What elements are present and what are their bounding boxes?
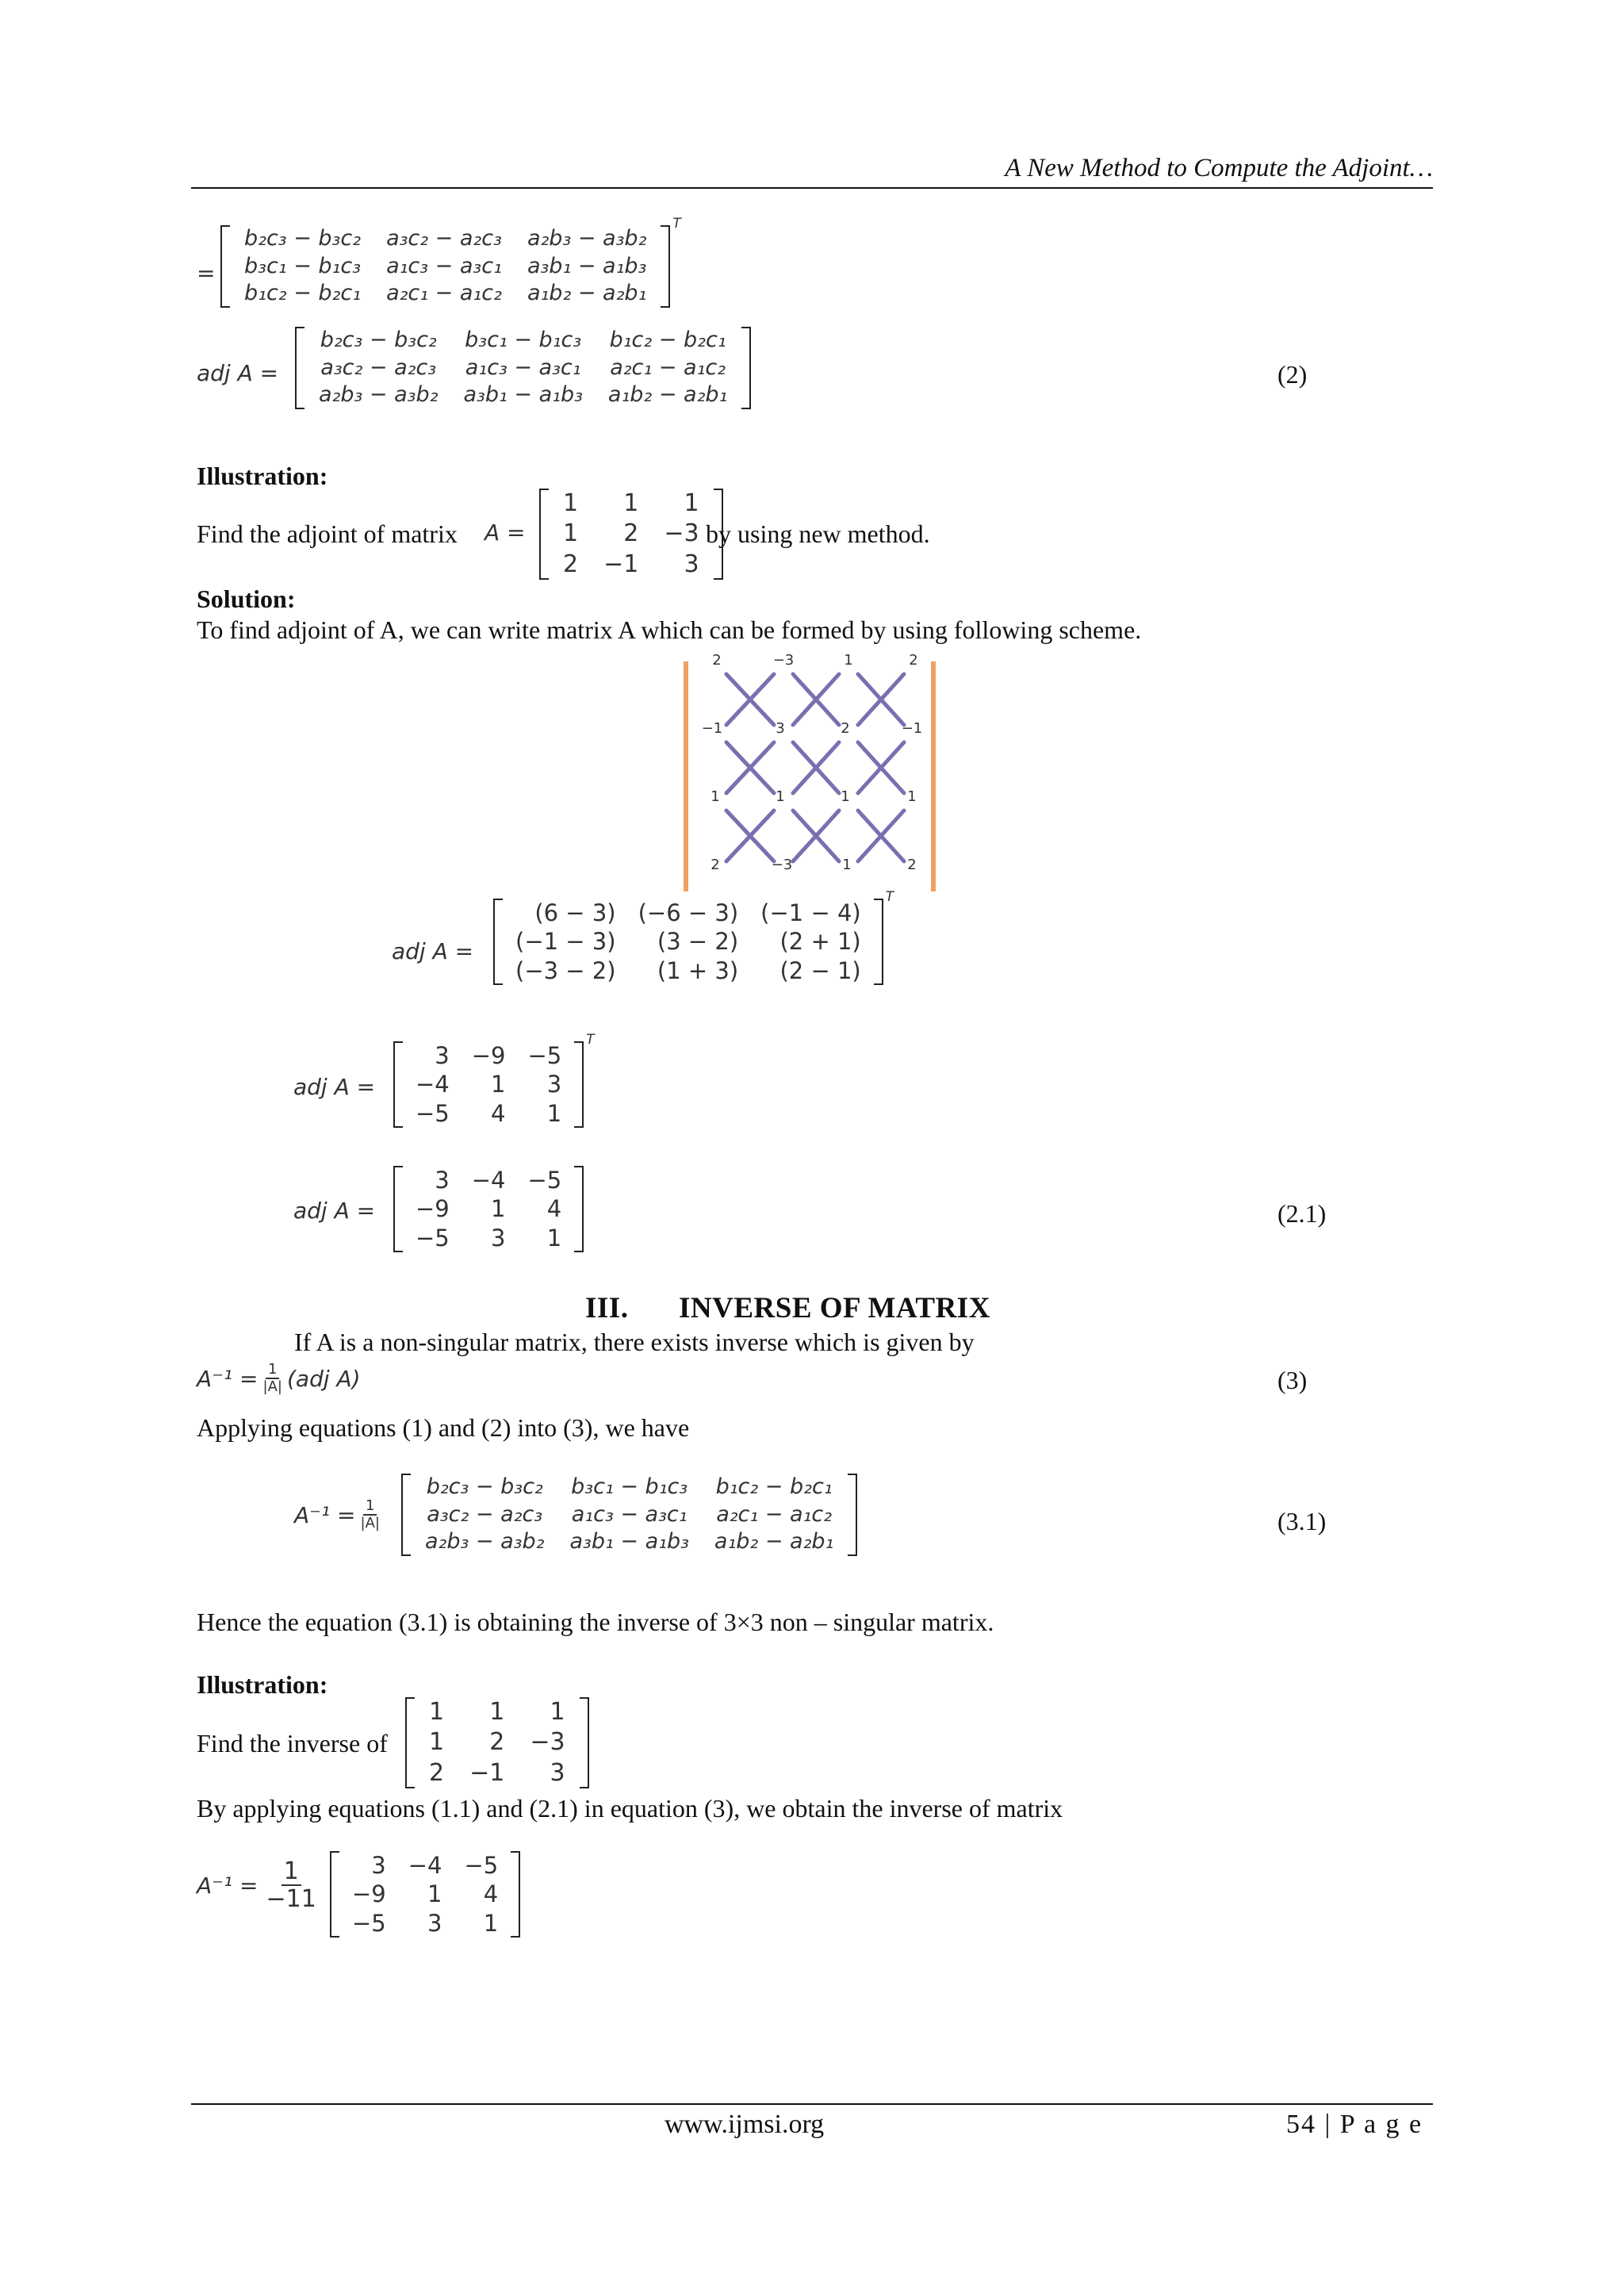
matrix-row	[412, 1501, 846, 1529]
matrix-row	[404, 1099, 573, 1128]
matrix-cell: −5	[527, 1042, 562, 1069]
eq31-number: (3.1)	[1277, 1507, 1327, 1535]
matrix-cell: (2 − 1)	[779, 956, 861, 984]
matrix-cell: 1	[550, 1698, 565, 1726]
matrix-cell: 4	[546, 1195, 562, 1223]
matrix-cell: −9	[471, 1042, 506, 1069]
eq3	[197, 1363, 361, 1395]
matrix-cell: 1	[429, 1698, 445, 1726]
matrix-cell: a₂c₁ − a₁c₂	[716, 1501, 833, 1527]
matrix-row	[404, 1041, 573, 1070]
matrix-cell: b₂c₃ − b₃c₂	[426, 1474, 543, 1499]
scheme-number: 2	[710, 857, 720, 873]
matrix-cell: a₃c₂ − a₂c₃	[320, 355, 437, 380]
matrix-cell: −1	[603, 550, 639, 578]
matrix-cell: 3	[684, 550, 699, 578]
scheme-number: 2	[909, 652, 918, 669]
step1-label: adj A =	[392, 938, 474, 964]
matrix-cell: 3	[546, 1071, 562, 1098]
matrix-cell: (2 + 1)	[779, 928, 861, 956]
left-bracket	[493, 899, 503, 985]
step1-matrix	[493, 889, 894, 985]
scheme-number: 1	[842, 857, 852, 873]
eq-top-prefix: =	[197, 260, 216, 286]
matrix-cell: 2	[429, 1758, 445, 1787]
matrix-cell: a₂b₃ − a₃b₂	[319, 382, 439, 408]
matrix-cell: 3	[550, 1758, 565, 1787]
matrix-cell: a₁c₃ − a₃c₁	[571, 1501, 688, 1527]
matrix-cell: 2	[489, 1728, 505, 1757]
matrix-cell: −5	[416, 1224, 450, 1251]
eq31-matrix	[401, 1474, 857, 1556]
left-bracket	[405, 1697, 415, 1788]
matrix-row	[232, 280, 659, 308]
matrix-row	[504, 927, 872, 956]
left-bracket	[220, 225, 230, 308]
matrix-row	[341, 1851, 509, 1880]
matrix-cell: −9	[416, 1195, 450, 1223]
matrix-cell: a₁b₂ − a₂b₁	[527, 281, 647, 306]
matrix-cell: b₁c₂ − b₂c₁	[715, 1474, 833, 1499]
illustration-heading: Illustration:	[197, 462, 328, 490]
matrix-cell: a₂b₃ − a₃b₂	[425, 1529, 545, 1554]
result-lhs-group	[197, 1859, 316, 1912]
scheme-number: 1	[710, 788, 720, 805]
matrix-cell: 1	[427, 1880, 442, 1908]
step3-label: adj A =	[293, 1198, 376, 1224]
transpose-superscript: T	[586, 1032, 595, 1048]
step2-label: adj A =	[293, 1074, 376, 1100]
scheme-number: 2	[712, 652, 722, 669]
matrix-cell: b₂c₃ − b₃c₂	[320, 328, 437, 352]
matrix-cell: 2	[623, 519, 639, 548]
result-lhs: A⁻¹ =	[197, 1872, 259, 1899]
right-bracket	[574, 1166, 584, 1252]
scheme-number: 1	[907, 788, 917, 805]
eq21-number: (2.1)	[1277, 1199, 1327, 1228]
matrix-cell: a₃c₂ − a₂c₃	[427, 1501, 543, 1527]
scheme-number: 2	[907, 857, 917, 873]
scheme-number: 3	[776, 720, 785, 737]
matrix-cell: −4	[408, 1852, 442, 1879]
matrix-cell: a₂c₁ − a₁c₂	[386, 281, 502, 306]
right-bracket	[741, 327, 751, 409]
matrix-cell: 3	[435, 1167, 450, 1194]
matrix-cell: 1	[483, 1909, 499, 1937]
scheme-crosses	[680, 652, 934, 890]
eq2-label: adj A =	[197, 360, 279, 386]
section-title: INVERSE OF MATRIX	[679, 1292, 990, 1324]
transpose-superscript: T	[885, 889, 894, 905]
scheme-number: 1	[776, 788, 785, 805]
step2-matrix	[393, 1032, 595, 1128]
left-bracket	[393, 1166, 403, 1252]
eq2-number: (2)	[1277, 360, 1308, 389]
eq31-fraction	[361, 1499, 380, 1531]
illustration-text	[197, 519, 458, 549]
matrix-row	[306, 355, 740, 382]
solution-heading: Solution:	[197, 585, 296, 613]
matrix-cell: b₁c₂ − b₂c₁	[609, 328, 726, 352]
illustration-text-after: by using new method.	[706, 519, 930, 548]
matrix-row	[416, 1727, 578, 1757]
matrix-row	[504, 899, 872, 927]
matrix-cell: 1	[623, 489, 639, 517]
scheme-number: −3	[771, 857, 793, 873]
matrix-cell: a₁c₃ − a₃c₁	[465, 355, 581, 380]
right-bracket	[874, 899, 883, 985]
right-bracket	[511, 1851, 520, 1938]
illustration2-applying: By applying equations (1.1) and (2.1) in equation (3), we obtain the inverse of matrix	[197, 1794, 1063, 1823]
matrix-cell: 1	[489, 1698, 505, 1726]
step3-matrix	[393, 1166, 584, 1252]
matrix-cell: 1	[563, 489, 579, 517]
matrix-cell: 4	[491, 1099, 506, 1127]
footer-rule	[191, 2103, 1433, 2105]
matrix-row	[306, 381, 740, 409]
right-bracket	[848, 1474, 857, 1556]
right-bracket	[580, 1697, 589, 1788]
left-bracket	[539, 489, 549, 580]
transpose-superscript: T	[672, 216, 681, 232]
left-bracket	[393, 1041, 403, 1128]
matrix-cell: (−6 − 3)	[638, 899, 739, 926]
matrix-cell: a₃b₁ − a₁b₃	[569, 1529, 689, 1554]
eq31-lhs-group	[294, 1499, 380, 1531]
matrix-cell: 1	[546, 1224, 562, 1251]
cofactor-scheme	[680, 652, 934, 884]
matrix-cell: b₃c₁ − b₁c₃	[571, 1474, 688, 1499]
matrix-cell: a₂c₁ − a₁c₂	[610, 355, 726, 380]
matrix-row	[412, 1474, 846, 1501]
illustration-text-before: Find the adjoint of matrix	[197, 519, 458, 548]
matrix-cell: −5	[352, 1909, 386, 1937]
matrix-cell: b₂c₃ − b₃c₂	[244, 226, 362, 251]
matrix-cell: (−3 − 2)	[515, 956, 616, 984]
right-bracket	[574, 1041, 584, 1128]
eq3-lhs: A⁻¹ =	[197, 1365, 259, 1392]
matrix-row	[550, 550, 712, 580]
eq3-numerator: 1	[266, 1363, 279, 1379]
result-matrix	[330, 1851, 520, 1938]
matrix-cell: a₂b₃ − a₃b₂	[527, 226, 647, 251]
matrix-cell: 4	[483, 1880, 499, 1908]
matrix-row	[341, 1880, 509, 1908]
matrix-cell: 1	[684, 489, 699, 517]
footer-page-number: 54 | P a g e	[1286, 2110, 1423, 2139]
matrix-cell: b₁c₂ − b₂c₁	[244, 281, 362, 306]
matrix-cell: −3	[530, 1728, 565, 1757]
matrix-cell: 1	[491, 1195, 506, 1223]
matrix-cell: a₁b₂ − a₂b₁	[607, 382, 728, 408]
matrix-a-label: A =	[485, 519, 526, 546]
left-bracket	[295, 327, 304, 409]
result-denominator: −11	[266, 1884, 316, 1913]
matrix-cell: −9	[352, 1880, 386, 1908]
matrix-cell: 1	[546, 1099, 562, 1127]
matrix-row	[232, 253, 659, 281]
eq-top-matrix	[220, 216, 681, 308]
eq3-rhs: (adj A)	[286, 1365, 361, 1392]
section-intro: If A is a non-singular matrix, there exists inverse which is given by	[294, 1328, 975, 1356]
matrix-row	[404, 1194, 573, 1223]
eq3-denominator: |A|	[262, 1378, 282, 1395]
left-bracket	[401, 1474, 411, 1556]
header-rule	[191, 187, 1433, 189]
eq31-lhs: A⁻¹ =	[294, 1501, 356, 1528]
matrix-cell: −5	[464, 1852, 499, 1879]
scheme-number: 2	[841, 720, 850, 737]
matrix-row	[550, 489, 712, 519]
eq3-number: (3)	[1277, 1366, 1308, 1394]
scheme-number: −1	[901, 720, 923, 737]
matrix-cell: (−1 − 3)	[515, 928, 616, 956]
illustration2-heading: Illustration:	[197, 1670, 328, 1699]
matrix-a	[539, 489, 723, 580]
matrix-cell: 3	[491, 1224, 506, 1251]
matrix-row	[550, 519, 712, 549]
matrix-row	[306, 327, 740, 355]
matrix-cell: a₁b₂ − a₂b₁	[714, 1529, 834, 1554]
section-numeral: III.	[585, 1292, 629, 1324]
scheme-number: 1	[841, 788, 850, 805]
matrix-row	[404, 1224, 573, 1252]
left-bracket	[330, 1851, 339, 1938]
matrix-cell: 1	[491, 1071, 506, 1098]
matrix-cell: −4	[471, 1167, 506, 1194]
scheme-number: −3	[772, 652, 795, 669]
eq2-matrix	[295, 327, 751, 409]
matrix-cell: −4	[416, 1071, 450, 1098]
eq3-fraction	[263, 1363, 282, 1395]
matrix-cell: −1	[469, 1758, 505, 1787]
applying-text: Applying equations (1) and (2) into (3), we have	[197, 1413, 690, 1442]
right-bracket	[661, 225, 670, 308]
matrix-row	[404, 1166, 573, 1194]
matrix-row	[232, 225, 659, 253]
scheme-number: 1	[844, 652, 853, 669]
eq31-denominator: |A|	[360, 1514, 380, 1531]
matrix-cell: 3	[427, 1909, 442, 1937]
running-title: A New Method to Compute the Adjoint…	[1005, 154, 1433, 182]
matrix-cell: a₁c₃ − a₃c₁	[386, 253, 502, 278]
matrix-cell: a₃b₁ − a₁b₃	[527, 253, 647, 278]
matrix-cell: b₃c₁ − b₁c₃	[465, 328, 582, 352]
matrix-cell: a₃b₁ − a₁b₃	[463, 382, 583, 408]
solution-text: To find adjoint of A, we can write matrix A which can be formed by using following scheme.	[197, 615, 1142, 644]
matrix-cell: (3 − 2)	[657, 928, 739, 956]
matrix-cell: 3	[435, 1042, 450, 1069]
matrix-cell: −3	[664, 519, 699, 548]
matrix-row	[412, 1528, 846, 1556]
scheme-number: −1	[701, 720, 723, 737]
matrix-cell: (−1 − 4)	[760, 899, 861, 926]
result-numerator: 1	[282, 1859, 301, 1886]
result-fraction	[266, 1859, 316, 1912]
matrix-cell: 2	[563, 550, 579, 578]
illustration2-matrix	[405, 1697, 589, 1788]
matrix-cell: 3	[371, 1852, 386, 1879]
matrix-row	[404, 1070, 573, 1098]
matrix-row	[504, 956, 872, 985]
matrix-cell: a₃c₂ − a₂c₃	[386, 226, 502, 251]
matrix-row	[416, 1697, 578, 1727]
matrix-cell: 1	[563, 519, 579, 548]
matrix-cell: −5	[416, 1099, 450, 1127]
eq31-numerator: 1	[363, 1499, 377, 1516]
matrix-row	[341, 1909, 509, 1938]
matrix-cell: (6 − 3)	[534, 899, 616, 926]
matrix-cell: (1 + 3)	[657, 956, 739, 984]
matrix-cell: 1	[429, 1728, 445, 1757]
footer-site: www.ijmsi.org	[665, 2110, 825, 2139]
matrix-cell: b₃c₁ − b₁c₃	[244, 253, 362, 278]
matrix-cell: −5	[527, 1167, 562, 1194]
illustration2-text: Find the inverse of	[197, 1729, 388, 1757]
hence-text: Hence the equation (3.1) is obtaining the inverse of 3×3 non – singular matrix.	[197, 1608, 994, 1636]
matrix-row	[416, 1758, 578, 1788]
